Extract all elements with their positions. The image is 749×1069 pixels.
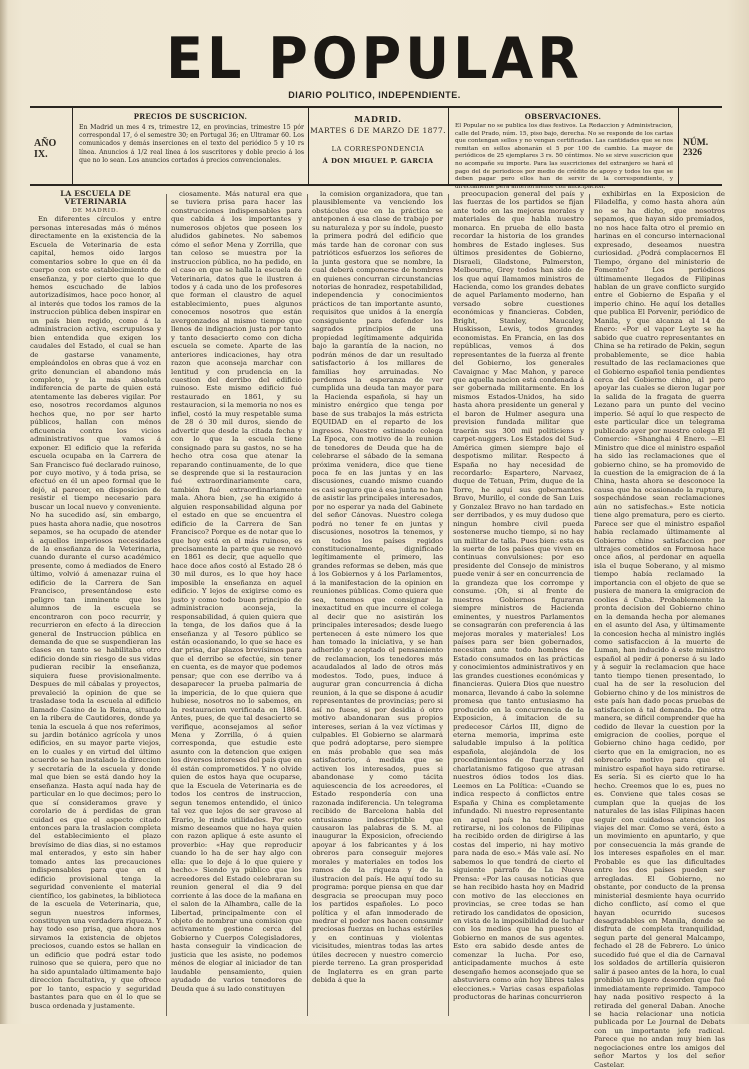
column-1 <box>30 190 161 1020</box>
correspondence-recipient: Á DON MIGUEL P. GARCIA <box>322 157 434 165</box>
issue-number: NÚM. 2326 <box>683 138 709 158</box>
column-5-text: exhibirlas en la Exposicion de Filadelfia, y como hasta ahora aún no se ha dicho, que nosotros sepamos, que hayan sido premiados, no nos hace falta otro el premio en harinas en el concurso internacional expresado, deseamos nuestra curiosidad. ¿Podrá complacernos El Tiempo, órgano del ministerio de Fomento? Los periódicos últimamente llegados de Filipinas hablan de un grave conflicto surgido entre el Gobierno de España y el imperio chino. He aquí los detalles que publica El Porvenir, periódico de Manila, y que alcanza al 14 de Enero: «Por el vapor Leyte se ha sabido que cuatro representantes en China se ha retirado de Pekin, segun probablemente, se dice habia resultado de las reclamaciones que el Gobierno español tenia pendientes cerca del Gobierno chino, al pero apoyar las cuales se dieron lugar por la salida de la fragata de guerra Lezano para un punto del vecino imperio. Sé aquí lo que respecto de este particular dice un telegrama publicado ayer por nuestro colega El Comercio: «Shanghai 4 Enero. —El Ministro que dice el ministro español ha sido las reclamaciones que el gobierno chino, se ha promovido de la cuestion de la emigracion de á la China, hasta ahora se desconoce la causa que ha ocasionado la ruptura, sospechándose sean reclamaciones aún no satisfechas.» Este noticia tiene algo prematura, pero es cierto. Parece ser que el ministro español habia reclamado últimamente al Gobierno chino satisfaccion por ultrajes cometidos en Formosa hace once años, al perdonar en aquella isla el buque Soberano, y al mismo tiempo había reclamado la importancia con el objeto de que se pusiera de manera la emigracion de coolies á Cuba. Probablemente la pronta decision del Gobierno chino en la demanda hecha por alemanes en el asunto del Asa, y últimamente la concesion hecha al ministro inglés como satisfaccion á la muerte de Luman, han inducido á este ministro español al pedir á ponerse á su lado y á seguir la reclamacion que hace tanto tiempo tienen presentado, lo cual ha de ser la resolucion del Gobierno chino y de los ministros de este país han dado pocas pruebas de satisfaccion á tal demanda. De otra manera, se dificil comprender que ha cedido de llevar la cuestion por la emigracion de coolies, porque el Gobierno chino haga cedido, por cierto que en la emigracion, no es sobrecarlo motivo para que el ministro español haya sido retirarse. Es sería. Si es cierto que lo ha hecho. Creemos que lo es, pues no es. Conviene que tales cosas se cumplan que la quejas de los naturales de las islas Filipinas hacen seguir con cuidadosa atencion los viajes del mar. Como se verá, ésto a un movimiento en apuntarlo, y que por consecuencia la más grande de los intereses españoles en el mar. Probable es que las dificultades entre los dos países pueden ser arregladas. El Gobierno, no obstante, por conducto de la prensa ministerial desmiente haya ocurrido dicho conflicto, así como el que hayan ocurrido sucesos desagradables en Manila, donde se disfruta de completa tranquilidad, segun parte del general Malcampo, fechado el 28 de Febrero. Lo único sucedido fué que el dia de Carnaval los soldados de artillería quisieron salir á paseo antes de la hora, lo cual prohibió un ligero desorden que fué inmediatamente reprimido. Tampoco hay nada positivo respecto á la retirada del general Daban. Anoche se hacia relacionar una noticia publicada por Le Journal de Debats con un importante jefe radical. Parece que no andan muy bien las negociaciones entre los amigos del señor Martos y los del señor Castelar. <box>594 190 725 1069</box>
masthead-subtitle: DIARIO POLITICO, INDEPENDIENTE. <box>288 90 461 100</box>
page-binding-edge <box>0 0 8 1024</box>
correspondence-label: LA CORRESPONDENCIA <box>331 145 425 153</box>
observations-heading: OBSERVACIONES. <box>524 112 602 121</box>
dateline-date: MARTES 6 DE MARZO DE 1877. <box>310 126 446 135</box>
header-band <box>30 106 722 190</box>
observations-text: El Popular no se publica los dias festivos. La Redaccion y Administracion, calle del Prado, núm. 15, piso bajo, derecha. No se responde de los cartas que contengan sellos y no vengan certificadas. Las cantidades que se nos remitan en sellos abonarán el 5 por 100 de cambio. La mayor de periódicos de 25 ejemplares 3 rs. 50 céntimos. No se sirve suscricion que no acompañe su importe. Para las suscriciones del extranjero se hará el pago del de periodicos por medio de crédito de apoyo y todos los que se deben pagar pero ellos han de servir de la correspondiente, y directamente pera anteriormente con anticipacion. <box>455 123 673 190</box>
prices-cell <box>72 108 308 184</box>
column-3 <box>312 190 443 1020</box>
column-4-text: preocupacion general del país y las fuerzas de los partidos se fijan ante todo en las mejoras morales y materiales de que habla nuestro monarca. En prueba de ello basta recordar la historia de los grandes hombres de Estado ingleses. Sus últimos presidentes de Gobierno, Disraeli, Gladstone, Palmerston, Melbourne, Grey todos han sido de los que aquí llamamos ministros de Hacienda, como los grandes debates de aquel Parlamento moderno, han versado sobre cuestiones económicas y financieras. Cobden, Bright, Stanley, Maucaley, Huskisson, Lewis, todos grandes economistas. En Francia, en las dos repúblicas, vemos á dos representantes de la fuerza al frente del Gobierno, los generales Cavaignac y Mac Mahon, y parece que aquella nacion está condenada á ser gobernada militarmente. En los mismos Estados-Unidos, ha sido hasta ahora presidente un general y el baron de Hulmer asegura una prevision fundada militar que traerán sus 300 mil politiciens y carpet-nuggers. Los Estados del Sud-América gimen siempre bajo el despotismo militar. Respecto á España no hay necesidad de recordarlo: Espartero, Narvaez, duque de Tetuan, Prim, duque de la Torre, he aquí sus gobernantes. Bravo, Murillo, el conde de San Luis y Gonzalez Bravo no han tardado en ser derribados, y es muy dudoso que ningun hombre civil pueda sostenerse mucho tiempo, si no hay un militar de talla. Pues bien: esta es la suerte de los países que viven en continuas convulsiones: por eso presidente del Consejo de ministros puede venir á ser en concurrencia de la grandeza que los corrompe y consume. ¡Oh, si al frente de nuestros Gobiernos figuraran siempre ministros de Hacienda eminentes, y nuestros Parlamentos se consagrarán con preferencia á las mejoras morales y materiales! Los países para ser bien gobernados, necesitan ante todo hombres de Estado consumados en las prácticas y conocimientos administrativos y en las grandes cuestiones económicas y financieras. Quiera Dios que nuestro monarca, llevando á cabo la solemne promesa que tanto entusiasmo ha producido en la concurrencia de la Exposicion, á imitacion de su predecesor Cárlos III, digno de eterna memoria, imprima este saludable impulso á la política española, alejándola de los procedimientos de fuerza y del charlatanismo fatigoso que atrasan nuestros ódios todos los dias. Leemos en La Política: «Cuando se indica respecto á conflictos entre España y China es completamente infundado. Ni nuestro representante en aquel país ha tenido que retirarse, ni los colonos de Filipinas ha recibido orden de dirigirse á las costas del imperio, ni hay motivo para nada de eso.» Más vale así. No sabemos lo que tendrá de cierto el siguiente párrafo de La Nueva Prensa: «Por las causas noticias que se han recibido hasta hoy en Madrid con motivo de las elecciones en provincias, se cree todas se han retirado los candidatos de oposicion, en vista de la imposibilidad de luchar con los medios que ha puesto el Gobierno en manos de sus agentes. Esto era sabido desde antes de comenzar la lucha. Por eso, anticipadamente muchos á este desengaño hemos aconsejado que se abstuviera como aún hoy libres tales elecciones.» Varias casas españolas productoras de harinas concurrieron <box>453 190 584 1002</box>
masthead-title: EL POPULAR <box>166 25 583 92</box>
column-5 <box>594 190 725 1069</box>
article-title: LA ESCUELA DE VETERINARIA <box>60 189 131 207</box>
column-4 <box>453 190 584 1020</box>
column-3-text: la comision organizadora, que tan plausiblemente va venciendo los obstáculos que en la práctica se anteponen á esa clase de trabajo por su naturaleza y por su índole, puesto la primera podrá del edificio que más tarde han de coronar con sus patrióticos esfuerzos los señores de la junta gestora que se nombre, la cual deberá componerse de hombres en quienes concurran circunstancias notorias de honradez, respetabilidad, independencia y conocimientos prácticos de tan importante asunto, requisitos que unidos á la energía consiguiente para defender los sagrados principios de una propiedad legítimamente adquirida bajo la garantía de la nacion, no podrán ménos de dar un resultado satisfactorio á los millares de familias hoy arruinadas. No perdemos la esperanza de ver cumplida una deuda tan mayor para la Hacienda española, si hay un ministro enérgico que tenga por base de sus trabajos la más estricta EQUIDAD en el reparto de los ingresos. Nuestro estimado colega La Epoca, con motivo de la reunion de tenedores de Deuda que ha de celebrarse el sábado de la semana próxima venidera, dice que tiene poca fe en las juntas y en las discusiones, cuando mismo cuando es casi seguro que á esa junta no han de asistir las principales interesados, por no esperar ya nada del Gabinete del señor Cánovas. Nuestro colega podrá no tener fe en juntas y discusiones, nosotros la tenemos, y en todos los países regidos constitucionalmente, dignificado legítimamente el primero, las grandes reformas se deben, más que á los Gobiernos y á los Parlamentos, á la manifestacion de la opinion en reuniones públicas. Como quiera que sea, tenemos que consignar la inexactitud en que incurre el colega al decir que no asistirán los principales interesados; desde luego pertenecen á este número los que han tomado la iniciativa, y se han adherido y aceptado el pensamiento de reclamacion, los tenedores más acaudalados al lado de otros más modestos. Todo, pues, induce á augurar gran concurrencia á dicha reunion, á la que se dispone á acudir representantes de provincias; pero si así no fuese, si por desidia ó otro motivo abandonaran sus propios intereses, serian á la vez víctimas y culpables. El Gobierno se alarmará que podrá adoptarse, pero siempre en más probable que sea más satisfactorio, á medida que se activen los interesados, pues si abandonase y como tácita aquiescencia de los acreedores, el Estado respondería con una razonada indiferencia. Un telegrama recibido de Barcelona habla del entusiasmo indescriptible que causaron las palabras de S. M. al inaugurar la Exposicion, ofreciendo apoyar á los fabricantes y á los obreros para conseguir mejores morales y materiales en todos los ramos de la riqueza y de la ilustracion del país. He aquí todo su programa: porque piensa en que dar desgracia se preocupan muy poco los partidos españoles. Lo poco política y el afan inmoderado de medrar el poder nos hacen consumir preciosas fuerzas en luchas estériles y en continuas y violentas vicisitudes, mientras todas las artes útiles decrecen y nuestro comercio pierde terreno. La gran prosperidad de Inglaterra es en gran parte debida á que la <box>312 190 443 985</box>
column-2 <box>171 190 302 1020</box>
article-columns <box>30 189 725 1069</box>
column-rule <box>589 194 590 1016</box>
column-rule <box>307 194 308 1016</box>
column-rule <box>448 194 449 1016</box>
dateline-city: MADRID. <box>354 114 402 124</box>
date-cell <box>308 108 447 184</box>
issue-year: AÑO IX. <box>34 138 57 160</box>
prices-heading: PRECIOS DE SUSCRICION. <box>133 112 248 121</box>
article-subtitle: DE MADRID. <box>72 207 119 214</box>
issue-cell <box>30 108 70 184</box>
column-2-text: ciosamente. Más natural era que se tuviera prisa para hacer las construcciones indispensables para que cabida á los importantes y numerosos objetos que poseen los aludidos gabinetes. No sabemos cómo el señor Mena y Zorrilla, que tan celoso se muestra por la instruccion pública, no ha pedido, en el caso en que se halla la escuela de Veterinaria, datos que le ilustren á todos y á cada uno de los profesores que forman el claustro de aquel establecimiento, pues algunos conocemos nosotros que están avergonzados al mismo tiempo que llenos de indignacion justa por tanto y tanto desacierto como con dicha escuela se comete. Aparte de las anteriores indicaciones, hay otra razon que aconseja marchar con lentitud y con prudencia en la cuestion del derribo del edificio ruinoso. Este mismo edificio fué restaurado en 1861, y su restauracion, si la memoria no nos es infiel, costó la muy respetable suma de 28 ó 30 mil duros, siendo de advertir que desde la citada fecha y con lo que la escuela tiene consignado para su gastos, no se ha hecho otra cosa que atenar la reparando continuamente, de lo que se desprende que si la restauracion fué extraordinariamente cara, también fué extraordinariamente mala. Ahora bien, ¿se ha exigido á alguien responsabilidad alguna por el estado en que se encuentra el edificio de la Carrera de San Francisco? Porque es de notar que lo que hoy está en el más ruinoso, es precisamente la parte que se renovó en 1861 es decir, que aquello que hace doce años costó al Estado 28 ó 30 mil duros, es lo que hoy hace imposible la enseñanza en aquel edificio. Y lejos de exigirse como es justo y como todo buen principio de administracion aconseja, la responsabilidad, á quien quiera que la tenga, de los daños que á la enseñanza y al Tesoro público se están ocasionando, lo que se hace es dar prisa, dar plazos brevísimos para que el derribo se efectúe, sin tener en cuenta, es de mayor que podemos pensar; que con ese derribo va á desaparecer la prueba palmaria de la impericia, de lo que quiera que hubiese, nosotros no lo sabemos, en la restauracion verificada en 1864. Antes, pues, de que tal desacierto se verifique, aconsejamos al señor Mena y Zorrilla, ó á quien corresponda, que estudie este asunto con la detencion que exigen los diversos intereses del país que en él están comprometidos. Y no olvide quien de estos haya que ocuparse, que la Escuela de Veterinaria es de todos los centros de instruccion, segun tenemos entendido, el único tal vez que lejos de ser gravoso al Erario, le rinde utilidades. Por esto mismo deseamos que no haya quien con razon aplique á este asunto el proverbio: «Hay que reproducir cuando lo ha de ser hay algo con ella: que lo deje á lo que quiere y hecho.» Siendo ya público que los acreedores del Estado celebraran su reunion general el dia 9 del corriente á las doce de la mañana en el salon de la Alhambra, calle de la Libertad, principalmente con el objeto de nombrar una comision que activamente gestione cerca del Gobierno y Cuerpos Colegisladores, hasta conseguir la vindicacion de justicia que les asiste, no podemos ménos de elogiar al iniciador de tan laudable pensamiento, quien ayudado de varios tenedores de Deuda que á su lado constituyen <box>171 190 302 993</box>
prices-text: En Madrid un mes 4 rs, trimestre 12, en provincias, trimestre 15 pór correspondal 17, ó el semestre 30; en Portugal 36; en Ultramar 60. Los comunicados y demás inserciones en el texto del periódico 5 y 10 rs línea. Anuncios á 1/2 real línea á los suscritores y doble precio á los que no lo sean. Los anuncios cortados á precios convencionales. <box>79 124 304 164</box>
number-cell <box>678 108 723 184</box>
column-rule <box>166 194 167 1016</box>
observations-cell <box>448 108 677 190</box>
column-1-text: En diferentes círculos y entre personas interesadas más ó ménos directamente en la existencia de la Escuela de Veterinaria de esta capital, hemos oido largos comentarios sobre lo que en él da cuerpo con este establecimiento de enseñanza, y por cierto que lo que hemos escuchado de labios autorizadísimos, hace poco honor, al al interés que todos los ramos de la instruccion pública deben inspirar en un país bien regido, como á la administracion activa, escrupulosa y bien entendida que exigen los caudales del Estado, el cual se han de gastarse vanamente, empleándolos en obras que á voz en grito denuncian el abandono más completo, y la más absoluta indiferencia de parte de quien está atentamente las deberes vigilar. Por eso, nosotros recordamos algunos hechos que, no por ser harto públicos, hallan con ménos eficuencia contra los vicios administrativos que vamos á exponer. El edificio que la referida escuela ocupaba en la Carrera de San Francisco fué declarado ruinoso, por cuyo motivo, y á toda prisa, se efectuó en él un apeo formal que le dejó, al parecer, en disposicion de resistir el tiempo necesario para buscar un local nuevo y conveniente. No ha sucedido así, sin embargo, pues hasta ahora nadie, que nosotros sepamos, se ha ocupado de atender á aquellos imperiosos necesidades de la enseñanza de la Veterinaria, cuando durante el curso académico presente, como á mediados de Enero último, volvió á amenazar ruina el edificio de la Carrera de San Francisco, presentándose este peligro tan inminente que los alumnos de la escuela se encontraron con poco recurrir, y recurrieron en efecto á la direccion general de Instruccion pública en demanda de que se suspendieran las clases en tanto se habilitaba otro edificio donde sin riesgo de sus vidas pudieran recibir la enseñanza, siquiera fuese provisionalmente. Despues de mil cábalas y proyectos, prevaleció la opinion de que se trasladase toda la escuela al edificio llamado Casino de la Reina, situado en la ribera de Cautidores, donde ya tenia la escuela á que nos referimos, su jardin botánico agrícola y unos edificios, en su mayor parte viejos, en lo cuales y en virtud del último acuerdo se han instalado la direccion y secretaría de la escuela y donde mal que bien se está dando hoy la enseñanza. Hasta aquí nada hay de particular en lo que decimos; pero lo que sí consideramos grave y corolario de á perdidas de gran cuidad es que el aspecto citado entonces para la traslacion completa del establecimiento el plazo brevísimo de dias dias, si no estamos mal enterados, y esto sin haber tomado antes las precauciones indispensables para que en el edificio provisional tenga la seguridad conveniente el material científico, los gabinetes, la biblioteca de la escuela de Veterinaria, que, segun nuestros informes, constituyen una verdadera riqueza. Y hay todo eso prisa, que ahora nos sirvamos la existencia de objetos preciosos, cuando estos se hallan en un edificio que podrá estar todo ruinoso que se quiera, pero que no ha sido apuntalado últimamente bajo direccion facultativa, y que ofrece por lo tanto, espacio y seguridad bastantes para que en él lo que se busca ordenada y justamente. <box>30 215 162 1010</box>
